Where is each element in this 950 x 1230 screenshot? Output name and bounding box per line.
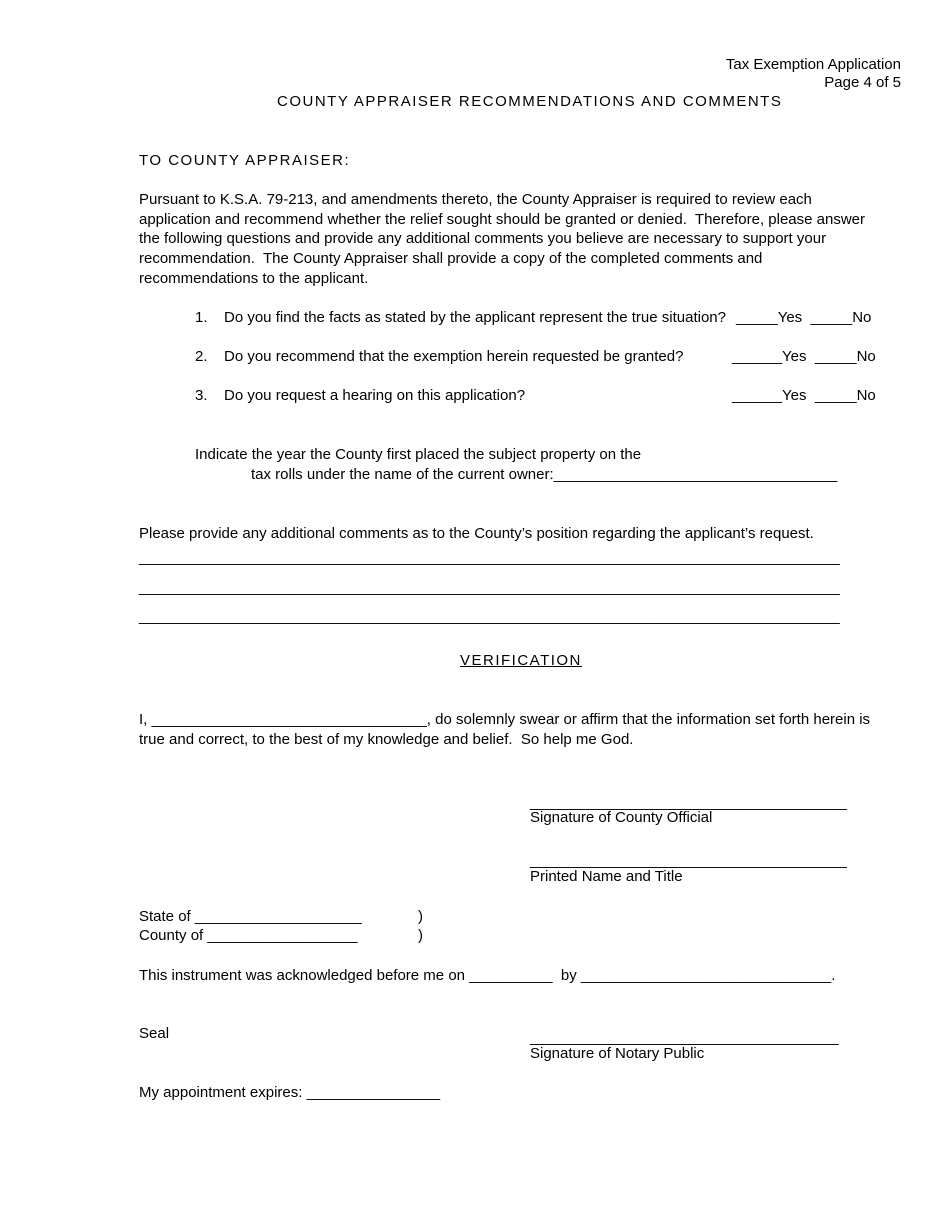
question-number: 1. (195, 309, 208, 326)
intro-line-2: application and recommend whether the relief sought should be granted or denied. Therefore, please answer (139, 211, 866, 228)
appointment-expiry-field[interactable]: My appointment expires: ________________ (139, 1084, 441, 1101)
question-text: Do you request a hearing on this application? (224, 387, 526, 404)
official-signature-line[interactable]: ______________________________________ (530, 794, 848, 811)
notary-signature-line[interactable]: _____________________________________ (530, 1029, 839, 1046)
question-answer-blank[interactable]: ______Yes _____No (732, 348, 876, 365)
official-signature-label: Signature of County Official (530, 809, 713, 826)
addressee: TO COUNTY APPRAISER: (139, 152, 351, 169)
year-placed-prompt: Indicate the year the County first placed the subject property on the (195, 446, 642, 463)
question-answer-blank[interactable]: _____Yes _____No (736, 309, 872, 326)
question-number: 3. (195, 387, 208, 404)
intro-line-1: Pursuant to K.S.A. 79-213, and amendments thereto, the County Appraiser is required to review each (139, 191, 812, 208)
printed-name-label: Printed Name and Title (530, 868, 683, 885)
question-text: Do you find the facts as stated by the applicant represent the true situation? (224, 309, 726, 326)
comment-line[interactable]: ____________________________________________________________________________________ (139, 549, 840, 566)
comments-prompt: Please provide any additional comments as to the County’s position regarding the applicant’s request. (139, 525, 814, 542)
seal-label: Seal (139, 1025, 170, 1042)
question-number: 2. (195, 348, 208, 365)
state-field[interactable]: State of ____________________ (139, 908, 362, 925)
intro-line-5: recommendations to the applicant. (139, 270, 369, 287)
intro-line-4: recommendation. The County Appraiser shall provide a copy of the completed comments and (139, 250, 763, 267)
acknowledgment-statement[interactable]: This instrument was acknowledged before me on __________ by ______________________________. (139, 967, 836, 984)
page-title: COUNTY APPRAISER RECOMMENDATIONS AND COMMENTS (277, 93, 783, 110)
page-number: Page 4 of 5 (824, 74, 901, 91)
bracket: ) (418, 927, 423, 944)
verification-statement-cont: true and correct, to the best of my knowledge and belief. So help me God. (139, 731, 634, 748)
verification-heading: VERIFICATION (460, 652, 582, 669)
year-placed-field[interactable]: tax rolls under the name of the current owner:__________________________________ (251, 466, 838, 483)
question-answer-blank[interactable]: ______Yes _____No (732, 387, 876, 404)
intro-line-3: the following questions and provide any additional comments you believe are necessary to support your (139, 230, 827, 247)
verification-statement[interactable]: I, _________________________________, do solemnly swear or affirm that the information set forth herein is (139, 711, 871, 728)
comment-line[interactable]: ____________________________________________________________________________________ (139, 579, 840, 596)
printed-name-line[interactable]: ______________________________________ (530, 852, 848, 869)
document-title: Tax Exemption Application (725, 56, 901, 73)
bracket: ) (418, 908, 423, 925)
question-text: Do you recommend that the exemption herein requested be granted? (224, 348, 684, 365)
notary-signature-label: Signature of Notary Public (530, 1045, 705, 1062)
county-field[interactable]: County of __________________ (139, 927, 358, 944)
comment-line[interactable]: ____________________________________________________________________________________ (139, 608, 840, 625)
